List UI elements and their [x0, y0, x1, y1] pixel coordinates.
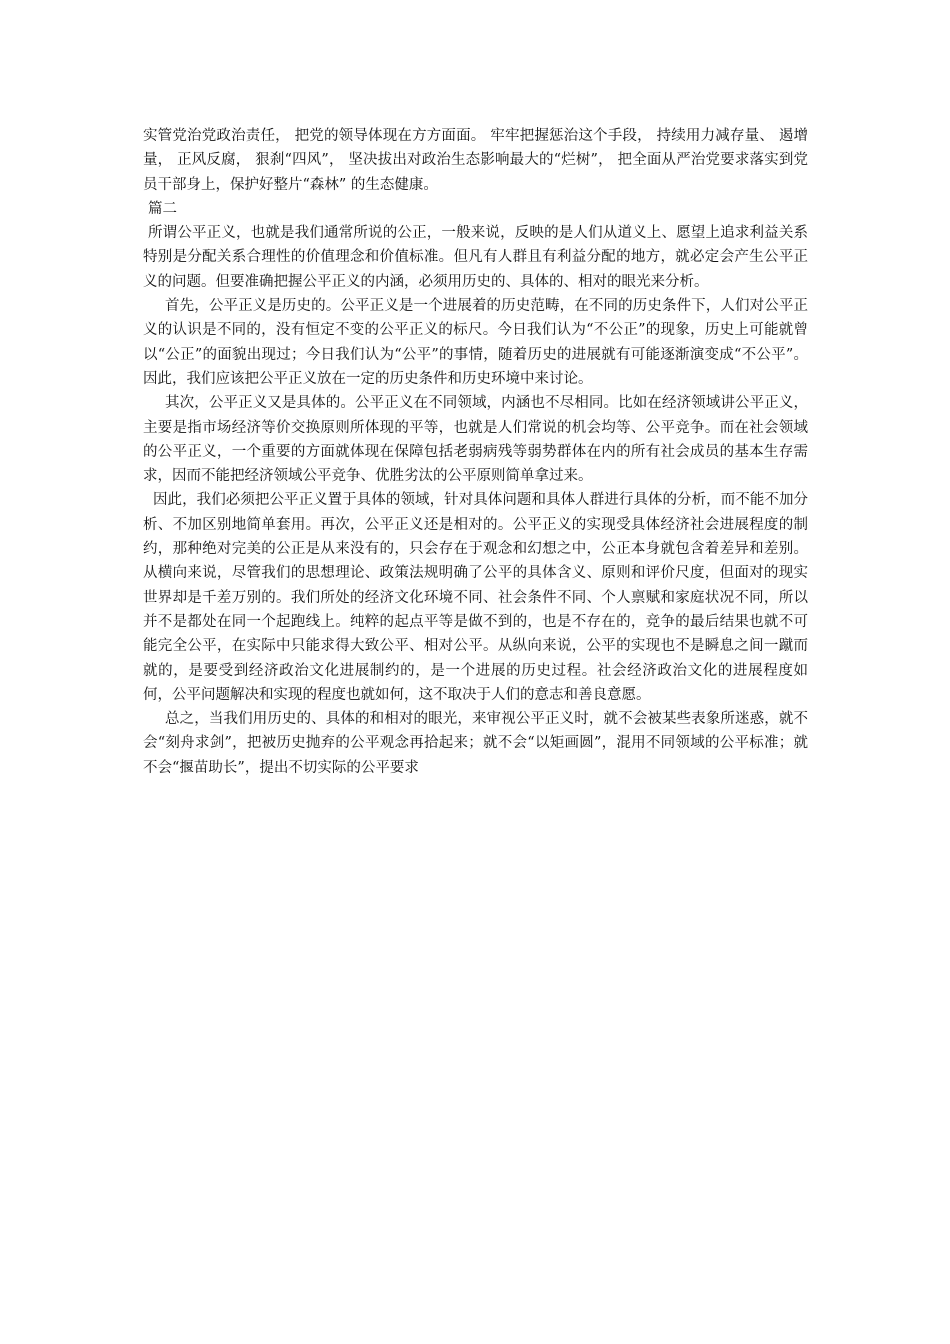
- paragraph-specific: 其次，公平正义又是具体的。公平正义在不同领域，内涵也不尽相同。比如在经济领域讲公平正义，主要是指市场经济等价交换原则所体现的平等，也就是人们常说的机会均等、公平竞争。而在社会领域的公平正义，一个重要的方面就体现在保障包括老弱病残等弱势群体在内的所有社会成员的基本生存需求，因而不能把经济领域公平竞争、优胜劣汰的公平原则简单拿过来。: [143, 395, 808, 485]
- paragraph-conclusion: 总之，当我们用历史的、具体的和相对的眼光，来审视公平正义时，就不会被某些表象所迷惑，就不会“刻舟求剑”，把被历史抛弃的公平观念再拾起来；就不会“以矩画圆”，混用不同领域的公平标准；就不会“揠苗助长”，提出不切实际的公平要求: [143, 711, 808, 776]
- paragraph-definition: 所谓公平正义，也就是我们通常所说的公正，一般来说，反映的是人们从道义上、愿望上追求利益关系特别是分配关系合理性的价值理念和价值标准。但凡有人群且有利益分配的地方，就必定会产生公平正义的问题。但要准确把握公平正义的内涵，必须用历史的、具体的、相对的眼光来分析。: [143, 225, 808, 290]
- document-body: [143, 124, 808, 780]
- paragraph-intro: 实管党治党政治责任， 把党的领导体现在方方面面。 牢牢把握惩治这个手段， 持续用力减存量、 遏增量， 正风反腐， 狠刹“四风”， 坚决拔出对政治生态影响最大的“烂树”， 把全面从严治党要求落实到党员干部身上，保护好整片“森林” 的生态健康。: [143, 128, 808, 193]
- paragraph-historical: 首先，公平正义是历史的。公平正义是一个进展着的历史范畴，在不同的历史条件下，人们对公平正义的认识是不同的，没有恒定不变的公平正义的标尺。今日我们认为“不公正”的现象，历史上可能就曾以“公正”的面貌出现过；今日我们认为“公平”的事情，随着历史的进展就有可能逐渐演变成“不公平”。因此，我们应该把公平正义放在一定的历史条件和历史环境中来讨论。: [143, 298, 808, 387]
- section-heading: 篇二: [148, 200, 177, 217]
- paragraph-relative: 因此，我们必须把公平正义置于具体的领域，针对具体问题和具体人群进行具体的分析，而不能不加分析、不加区别地简单套用。再次，公平正义还是相对的。公平正义的实现受具体经济社会进展程度的制约，那种绝对完美的公正是从来没有的，只会存在于观念和幻想之中，公正本身就包含着差异和差别。从横向来说，尽管我们的思想理论、政策法规明确了公平的具体含义、原则和评价尺度，但面对的现实世界却是千差万别的。我们所处的经济文化环境不同、社会条件不同、个人禀赋和家庭状况不同，所以并不是都处在同一个起跑线上。纯粹的起点平等是做不到的，也是不存在的，竞争的最后结果也就不可能完全公平，在实际中只能求得大致公平、相对公平。从纵向来说，公平的实现也不是瞬息之间一蹴而就的，是要受到经济政治文化进展制约的，是一个进展的历史过程。社会经济政治文化的进展程度如何，公平问题解决和实现的程度也就如何，这不取决于人们的意志和善良意愿。: [143, 492, 808, 703]
